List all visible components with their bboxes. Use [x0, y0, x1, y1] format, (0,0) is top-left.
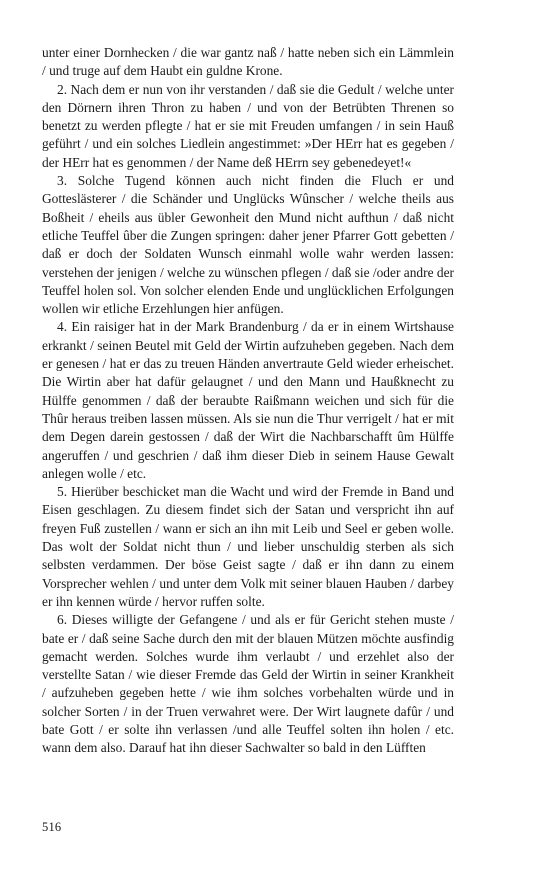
body-text — [42, 44, 454, 758]
paragraph-continued: unter einer Dornhecken / die war gantz naß / hatte neben sich ein Lämmlein / und truge auf dem Haubt ein guldne Krone. — [42, 45, 454, 79]
page-number: 516 — [42, 820, 62, 834]
paragraph-3: 3. Solche Tugend können auch nicht finden die Fluch er und Gotteslästerer / die Schänder und Unglücks Wûnscher / welche theils aus Boßheit / eheils aus übler Gewonheit den Mund nicht aufthun / daß nicht etliche Teuffel ûber die Zungen springen: daher jener Pfarrer Gott gebetten / daß er doch der Soldaten Wunsch einmahl wolle wahr werden lassen: verstehen der jenigen / welche zu wünschen pflegen / daß sie /oder andre der Teuffel holen sol. Von solcher elenden Ende und unglücklichen Erfolgungen wollen wir etliche Erzehlungen hier anfügen. — [42, 173, 454, 317]
paragraph-6: 6. Dieses willigte der Gefangene / und als er für Gericht stehen muste / bate er / daß seine Sache durch den mit der blauen Mützen möchte ausfindig gemacht werden. Solches wurde ihm verlaubt / und erzehlet also der verstellte Satan / wie dieser Fremde das Geld der Wirtin in seiner Krankheit / aufzuheben gegeben hette / wie ihm solches vorbehalten würde und in solcher Sorten / in der Truen verwahret were. Der Wirt laugnete dafûr / und bate Gott / er solte ihn verlassen /und alle Teuffel solten ihn holen / etc. wann dem also. Darauf hat ihn dieser Sachwalter so bald in den Lüfften — [42, 612, 454, 756]
page-content — [42, 44, 454, 758]
paragraph-5: 5. Hierüber beschicket man die Wacht und wird der Fremde in Band und Eisen geschlagen. Zu diesem findet sich der Satan und verspricht ihn auf freyen Fuß zustellen / wann er sich an ihn mit Leib und Seel er geben wolle. Das wolt der Soldat nicht thun / und lieber unschuldig sterben als sich selbsten verdammen. Der böse Geist sagte / daß er ihn dann zu einem Vorsprecher wehlen / und unter dem Volk mit seiner blauen Hauben / darbey er ihn kennen würde / hervor ruffen solte. — [42, 484, 454, 609]
paragraph-2: 2. Nach dem er nun von ihr verstanden / daß sie die Gedult / welche unter den Dörnern ihren Thron zu haben / und von der Betrübten Threnen so benetzt zu werden pflegte / hat er sie mit Freuden umfangen / in sein Hauß geführt / und ein solches Liedlein angestimmet: »Der HErr hat es gegeben / der HErr hat es genommen / der Name deß HErrn sey gebenedeyet!« — [42, 81, 454, 170]
paragraph-4: 4. Ein raisiger hat in der Mark Brandenburg / da er in einem Wirtshause erkrankt / seinen Beutel mit Geld der Wirtin aufzuheben gegeben. Nach dem er genesen / hat er das zu treuen Händen anvertraute Geld wieder erheischet. Die Wirtin aber hat dafür gelaugnet / und den Mann und Haußknecht zu Hülffe genommen / daß der beraubte Raißmann weichen und sich für die Thûr heraus treiben lassen müssen. Als sie nun die Thur verrigelt / hat er mit dem Degen darein gestossen / daß der Wirt die Nachbarschafft ûm Hülffe angeruffen / und geschrien / daß ihm dieser Dieb in seinem Hause Gewalt anlegen wolle / etc. — [42, 319, 454, 481]
